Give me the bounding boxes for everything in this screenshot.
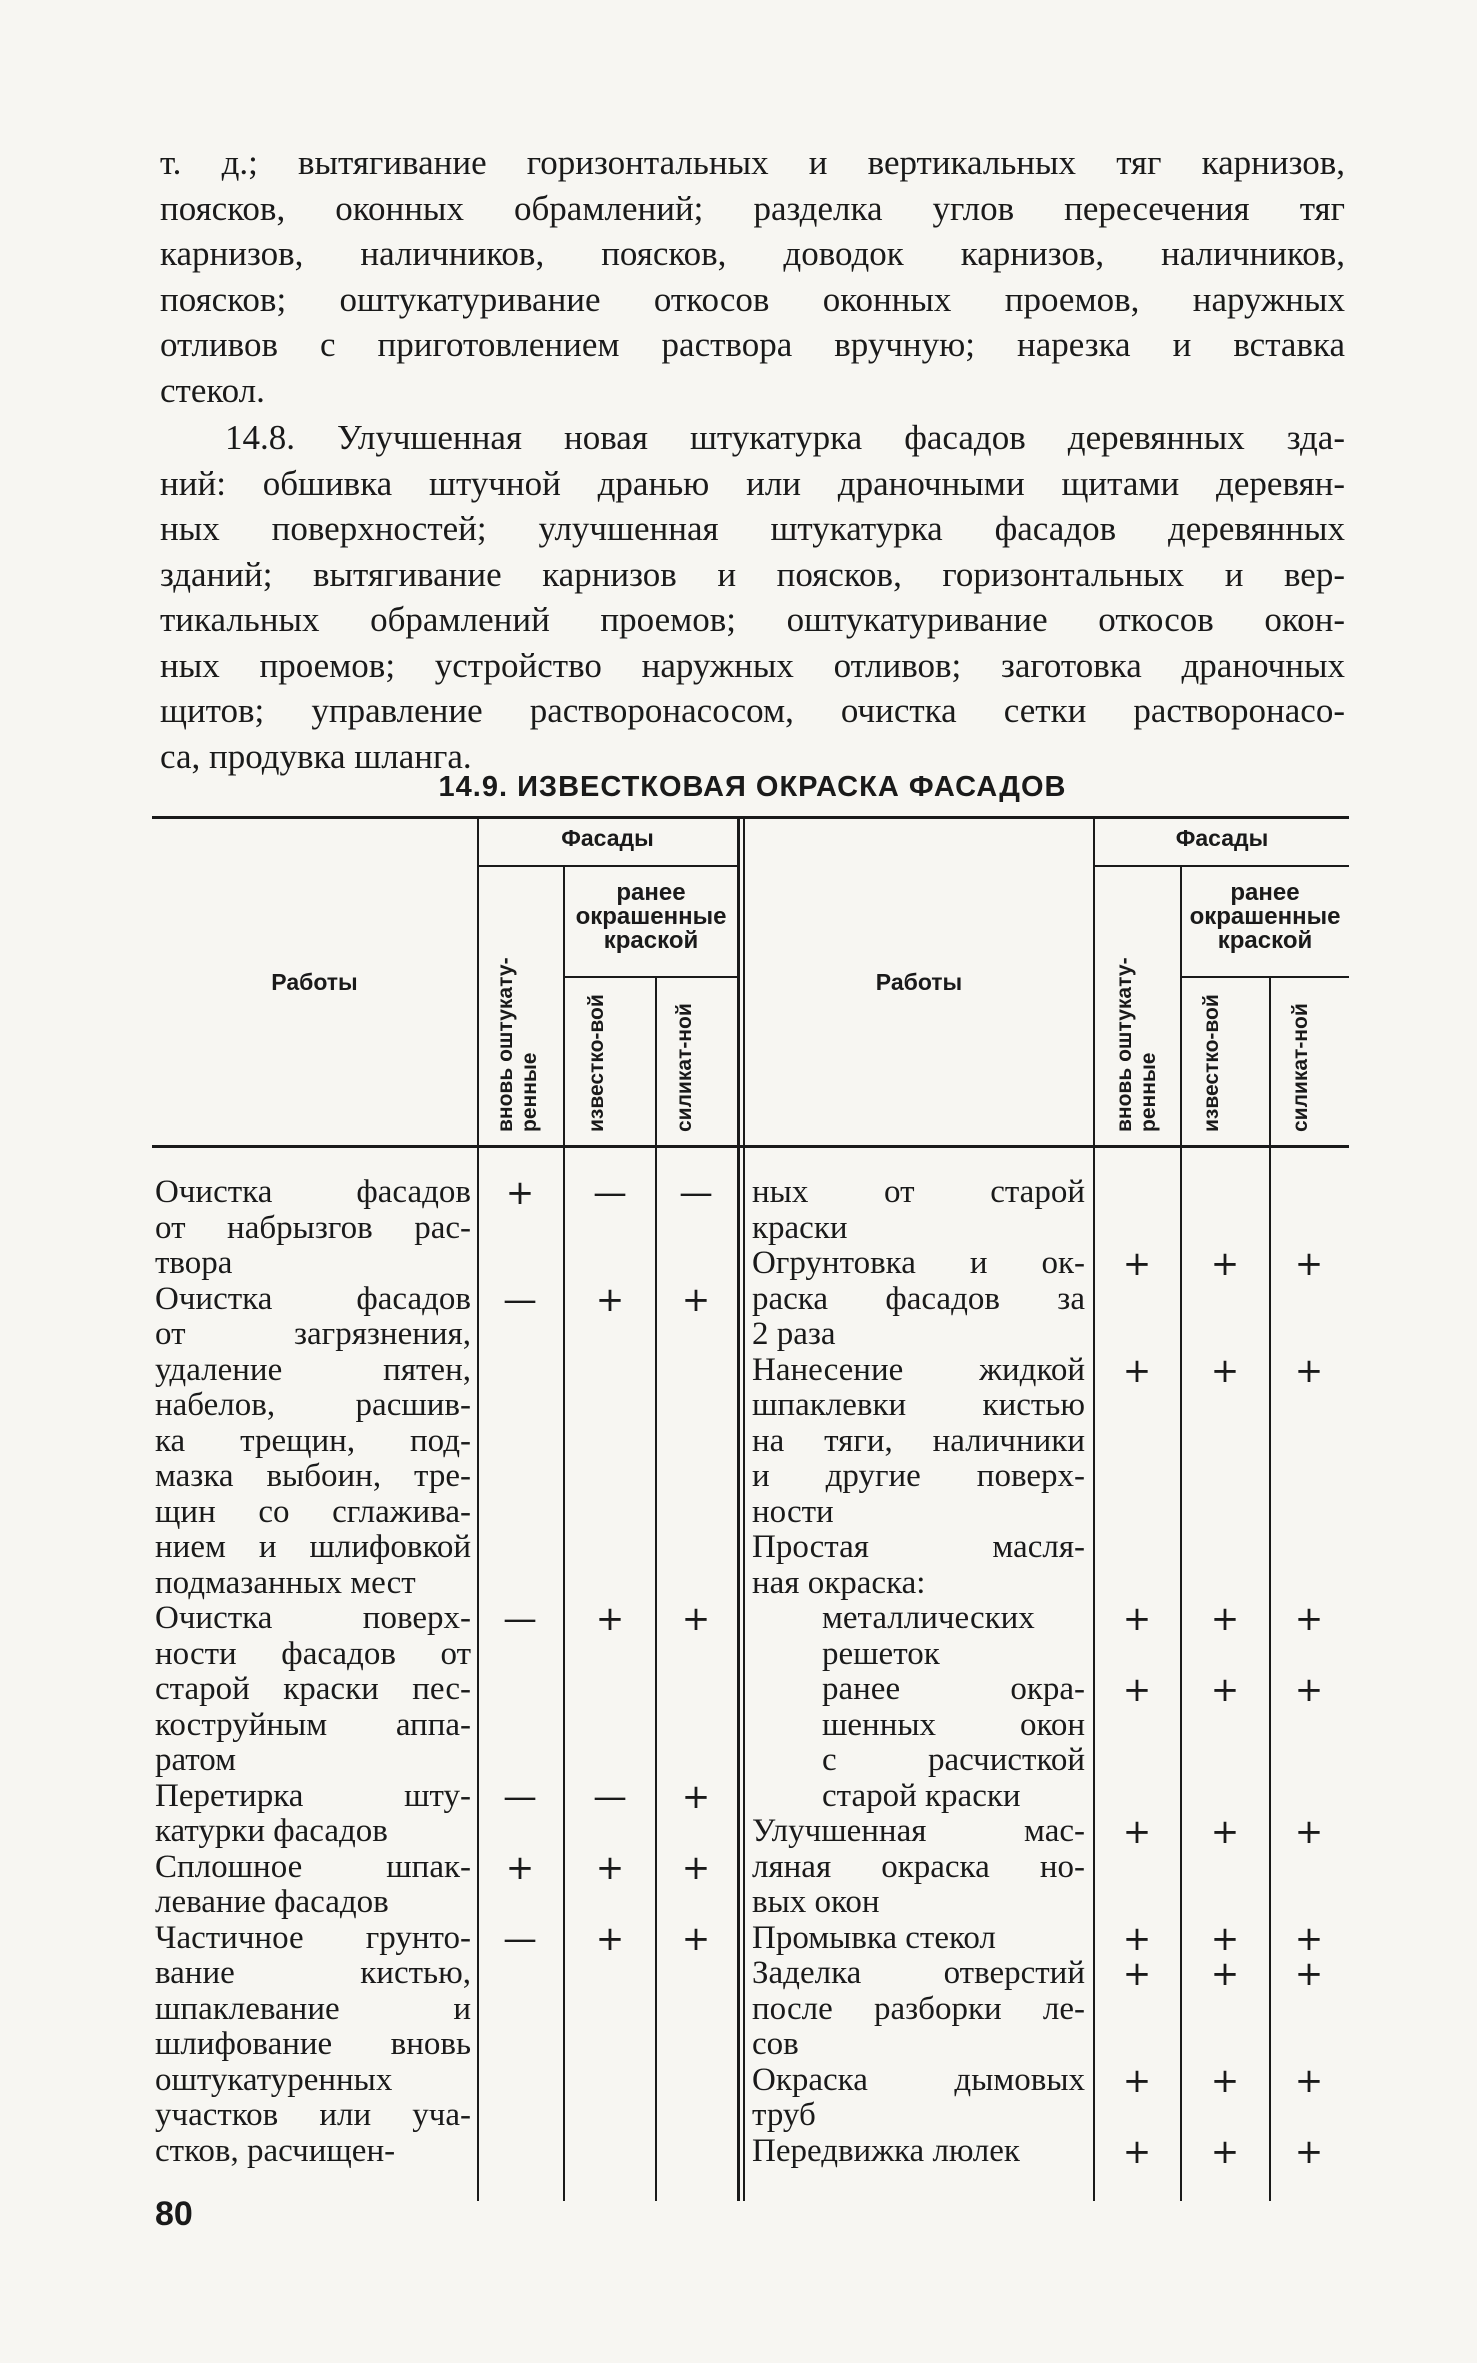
works-text-line: Улучшенная мас- [752, 1813, 1085, 1849]
works-text-line: мазка выбоин, тре- [155, 1458, 471, 1494]
plus-mark: + [595, 1918, 625, 1959]
facades-rule-right [1095, 865, 1349, 867]
works-text-line: на тяги, наличники [752, 1422, 1085, 1459]
col-line [655, 977, 657, 2201]
works-text-line: ка трещин, под- [155, 1422, 471, 1459]
works-text-line: Частичное грунто- [155, 1919, 471, 1956]
works-text-line: Заделка отверстий [752, 1955, 1085, 1991]
table-row-works [155, 1921, 471, 2170]
painted-rule-left [563, 976, 737, 978]
plus-mark: + [1122, 1812, 1152, 1852]
plus-mark: + [1122, 2060, 1152, 2101]
works-text-line: катурки фасадов [155, 1813, 388, 1849]
col-line [1180, 866, 1182, 2201]
table-row-works [752, 1814, 1085, 1921]
header-previously-painted-left: ранее окрашенные краской [575, 879, 727, 954]
works-text-line: нием и шлифовкой [155, 1529, 471, 1565]
works-text-line: подмазанных мест [155, 1564, 416, 1601]
works-text-line: щин со сглажива- [155, 1493, 471, 1530]
plus-mark: + [1122, 1599, 1152, 1639]
works-text-line: Нанесение жидкой [752, 1351, 1085, 1388]
text-line: карнизов, наличников, поясков, доводок карнизов, наличников, [160, 234, 1345, 273]
plus-mark: + [595, 1279, 625, 1320]
plus-mark: + [1210, 1350, 1240, 1391]
plus-mark: + [1294, 1918, 1324, 1959]
works-text-line: от набрызгов рас- [155, 1209, 471, 1246]
plus-mark: + [595, 1847, 625, 1888]
works-text-line: старой краски пес- [155, 1671, 471, 1707]
header-works-left: Работы [271, 969, 358, 995]
works-text-line: Очистка фасадов [155, 1280, 471, 1317]
dash-mark: — [593, 1173, 627, 1213]
plus-mark: + [1122, 1918, 1152, 1959]
text-line: поясков, оконных обрамлений; разделка углов пересечения тяг [160, 188, 1345, 228]
dash-mark: — [679, 1173, 713, 1213]
plus-mark: + [1122, 2131, 1152, 2172]
plus-mark: + [681, 1279, 711, 1320]
dash-mark: — [503, 1918, 537, 1959]
header-works-right: Работы [875, 969, 963, 995]
text-line: ний: обшивка штучной дранью или драночными щитами деревян- [160, 463, 1345, 503]
page-number: 80 [155, 2195, 193, 2233]
plus-mark: + [1210, 1918, 1240, 1959]
plus-mark: + [681, 1599, 711, 1639]
table-center-double-line [743, 816, 745, 2201]
works-text-line: старой краски [822, 1777, 1021, 1814]
table-row-works [155, 1601, 471, 1779]
facades-rule-left [477, 865, 737, 867]
table-row-works [752, 1246, 1085, 1353]
table-row-works [752, 2063, 1085, 2134]
table-row-works [752, 1530, 1085, 1601]
text-line: отливов с приготовлением раствора вручную; нарезка и вставка [160, 325, 1345, 364]
col-line [477, 816, 479, 2201]
text-line: поясков; оштукатуривание откосов оконных проемов, наружных [160, 279, 1345, 319]
table-top-rule [152, 816, 1349, 819]
header-previously-painted-right: ранее окрашенные краской [1189, 879, 1341, 954]
works-text-line: Сплошное шпак- [155, 1848, 471, 1885]
plus-mark: + [1294, 2060, 1324, 2101]
plus-mark: + [1122, 1954, 1152, 1994]
works-text-line: Передвижка люлек [752, 2132, 1020, 2169]
works-text-line: 2 раза [752, 1316, 836, 1352]
plus-mark: + [681, 1776, 711, 1817]
plus-mark: + [1210, 1670, 1240, 1710]
works-text-line: шпаклевки кистью [752, 1387, 1085, 1423]
dash-mark: — [503, 1599, 537, 1639]
works-text-line: ранее окра- [822, 1671, 1085, 1707]
plus-mark: + [1122, 1670, 1152, 1710]
text-line: стекол. [160, 370, 265, 410]
works-text-line: Очистка поверх- [155, 1600, 471, 1636]
header-new-plastered-right: вновь оштукату-ренные [1113, 957, 1160, 1132]
text-line: 14.8. Улучшенная новая штукатурка фасадов деревянных зда- [225, 418, 1345, 457]
works-text-line: ратом [155, 1742, 237, 1778]
plus-mark: + [1294, 1350, 1324, 1391]
header-bottom-rule [152, 1145, 1349, 1148]
works-text-line: сов [752, 2026, 799, 2062]
text-line: тикальных обрамлений проемов; оштукатуривание откосов окон- [160, 600, 1345, 639]
plus-mark: + [505, 1847, 535, 1888]
plus-mark: + [1210, 2131, 1240, 2172]
paragraph-continuation [160, 140, 1345, 413]
plus-mark: + [1210, 2060, 1240, 2101]
works-text-line: ности [752, 1493, 834, 1530]
works-text-line: ности фасадов от [155, 1635, 471, 1672]
plus-mark: + [1294, 1599, 1324, 1639]
header-new-plastered-left: вновь оштукату-ренные [494, 957, 541, 1132]
works-text-line: оштукатуренных [155, 2061, 393, 2098]
works-text-line: после разборки ле- [752, 1990, 1085, 2027]
paragraph-14-8 [160, 415, 1345, 779]
header-facades-left: Фасады [561, 825, 654, 851]
works-text-line: труб [752, 2097, 816, 2133]
plus-mark: + [505, 1173, 535, 1213]
plus-mark: + [1294, 1670, 1324, 1710]
header-lime-left: известко-вой [585, 994, 608, 1132]
text-line: щитов; управление растворонасосом, очистка сетки растворонасо- [160, 691, 1345, 730]
works-text-line: Перетирка шту- [155, 1777, 471, 1814]
works-text-line: вание кистью, [155, 1955, 471, 1991]
table-row-works [752, 1601, 1085, 1672]
plus-mark: + [1210, 1599, 1240, 1639]
works-text-line: ных от старой [752, 1174, 1085, 1210]
text-line: са, продувка шланга. [160, 736, 472, 776]
table-title: 14.9. ИЗВЕСТКОВАЯ ОКРАСКА ФАСАДОВ [438, 771, 1067, 803]
plus-mark: + [681, 1918, 711, 1959]
dash-mark: — [593, 1776, 627, 1817]
works-text-line: Окраска дымовых [752, 2061, 1085, 2098]
plus-mark: + [1210, 1812, 1240, 1852]
dash-mark: — [503, 1776, 537, 1817]
table-row-works [155, 1779, 471, 1850]
works-text-line: и другие поверх- [752, 1458, 1085, 1494]
text-line: т. д.; вытягивание горизонтальных и вертикальных тяг карнизов, [160, 143, 1345, 182]
works-text-line: шлифование вновь [155, 2026, 471, 2062]
works-text-line: ная окраска: [752, 1564, 926, 1601]
works-text-line: шенных окон [822, 1706, 1085, 1743]
table-row-works [752, 1353, 1085, 1531]
works-text-line: стков, расчищен- [155, 2132, 396, 2169]
table-center-double-line [737, 816, 740, 2201]
works-text-line: Очистка фасадов [155, 1174, 471, 1210]
works-text-line: решеток [822, 1635, 940, 1672]
painted-rule-right [1180, 976, 1349, 978]
works-text-line: участков или уча- [155, 2097, 471, 2133]
plus-mark: + [1294, 1244, 1324, 1284]
table-row-works [752, 1921, 1085, 1957]
dash-mark: — [503, 1279, 537, 1320]
table-row-works [155, 1175, 471, 1282]
plus-mark: + [1122, 1244, 1152, 1284]
col-line [1093, 816, 1095, 2201]
plus-mark: + [1294, 1954, 1324, 1994]
works-text-line: шпаклевание и [155, 1990, 471, 2027]
col-line [1269, 977, 1271, 2201]
works-text-line: с расчисткой [822, 1742, 1085, 1778]
plus-mark: + [1210, 1954, 1240, 1994]
plus-mark: + [1294, 2131, 1324, 2172]
table-row-works [155, 1282, 471, 1602]
works-text-line: Простая масля- [752, 1529, 1085, 1565]
plus-mark: + [1294, 1812, 1324, 1852]
works-text-line: металлических [822, 1600, 1035, 1636]
header-lime-right: известко-вой [1200, 994, 1223, 1132]
works-text-line: набелов, расшив- [155, 1387, 471, 1423]
table-row-works [752, 1956, 1085, 2063]
works-text-line: ляная окраска но- [752, 1848, 1085, 1885]
table-row-works [752, 2134, 1085, 2170]
works-text-line: удаление пятен, [155, 1351, 471, 1388]
table-row-works [752, 1175, 1085, 1246]
works-text-line: Промывка стекол [752, 1919, 996, 1956]
plus-mark: + [681, 1847, 711, 1888]
table-row-works [155, 1850, 471, 1921]
table-row-works [752, 1672, 1085, 1814]
works-text-line: левание фасадов [155, 1884, 389, 1920]
works-text-line: краски [752, 1209, 848, 1246]
works-text-line: Огрунтовка и ок- [752, 1245, 1085, 1281]
works-text-line: вых окон [752, 1884, 880, 1920]
col-line [563, 866, 565, 2201]
works-text-line: от загрязнения, [155, 1316, 471, 1352]
works-text-line: твора [155, 1245, 233, 1281]
plus-mark: + [595, 1599, 625, 1639]
text-line: ных проемов; устройство наружных отливов; заготовка драночных [160, 645, 1345, 685]
plus-mark: + [1122, 1350, 1152, 1391]
plus-mark: + [1210, 1244, 1240, 1284]
header-facades-right: Фасады [1175, 825, 1269, 851]
text-line: зданий; вытягивание карнизов и поясков, горизонтальных и вер- [160, 554, 1345, 594]
header-silicate-right: силикат-ной [1289, 1003, 1312, 1132]
header-silicate-left: силикат-ной [673, 1003, 696, 1132]
works-text-line: коструйным аппа- [155, 1706, 471, 1743]
text-line: ных поверхностей; улучшенная штукатурка фасадов деревянных [160, 509, 1345, 548]
works-text-line: раска фасадов за [752, 1280, 1085, 1317]
